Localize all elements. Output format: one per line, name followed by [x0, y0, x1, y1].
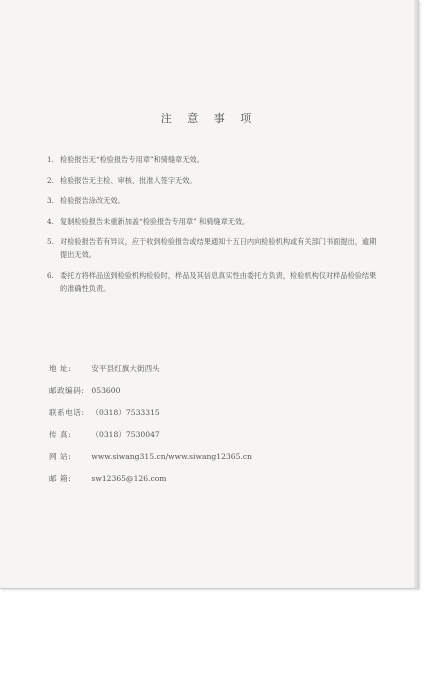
contact-fax — [49, 429, 369, 440]
phone-value: （0318）7533315 — [91, 408, 160, 417]
email-label: 邮 箱: — [49, 474, 72, 483]
page-edge — [414, 0, 418, 588]
notice-number: 2. — [47, 175, 54, 185]
notice-number: 1. — [47, 155, 54, 164]
notice-item — [47, 194, 377, 207]
notice-text: 检验报告涂改无效。 — [60, 196, 125, 205]
notice-item — [47, 153, 377, 166]
notice-text: 检验报告无“检验报告专用章”和骑缝章无效。 — [60, 155, 204, 164]
notice-number: 6. — [47, 270, 54, 280]
postcode-label: 邮政编码: — [49, 386, 85, 395]
notice-list — [47, 153, 377, 302]
notice-item — [47, 215, 377, 228]
notice-item — [47, 174, 377, 187]
notice-text: 委托方将样品送到检验机构检验时，样品及其信息真实性由委托方负责，检验机构仅对样品检验结果的准确性负责。 — [60, 270, 377, 293]
notice-number: 3. — [47, 196, 54, 205]
notice-text: 复制检验报告未重新加盖“检验报告专用章” 和骑缝章无效。 — [60, 216, 250, 226]
phone-label: 联系电话: — [49, 408, 85, 417]
notice-text: 对检验报告若有异议，应于收到检验报告或结果通知十五日内向检验机构或有关部门书面提出，逾期提出无效。 — [60, 237, 377, 259]
notice-text: 检验报告无主检、审核、批准人签字无效。 — [60, 175, 197, 185]
fax-value: （0318）7530047 — [91, 430, 160, 439]
notice-number: 4. — [47, 216, 54, 226]
contact-website — [49, 451, 369, 462]
website-value: www.siwang315.cn/www.siwang12365.cn — [91, 452, 252, 461]
contact-block — [49, 363, 369, 495]
fax-label: 传 真: — [49, 430, 72, 439]
contact-postcode — [49, 385, 369, 396]
contact-phone — [49, 407, 369, 418]
notice-item — [47, 235, 377, 261]
contact-email — [49, 473, 369, 484]
notice-number: 5. — [47, 237, 54, 246]
notice-item — [47, 269, 377, 295]
postcode-value: 053600 — [91, 386, 121, 395]
address-label: 地 址: — [49, 364, 72, 373]
website-label: 网 站: — [49, 452, 72, 461]
contact-address — [49, 363, 369, 374]
page-title: 注 意 事 项 — [160, 112, 258, 125]
email-value: sw12365@126.com — [91, 474, 167, 483]
address-value: 安平县红旗大街西头 — [91, 364, 160, 373]
